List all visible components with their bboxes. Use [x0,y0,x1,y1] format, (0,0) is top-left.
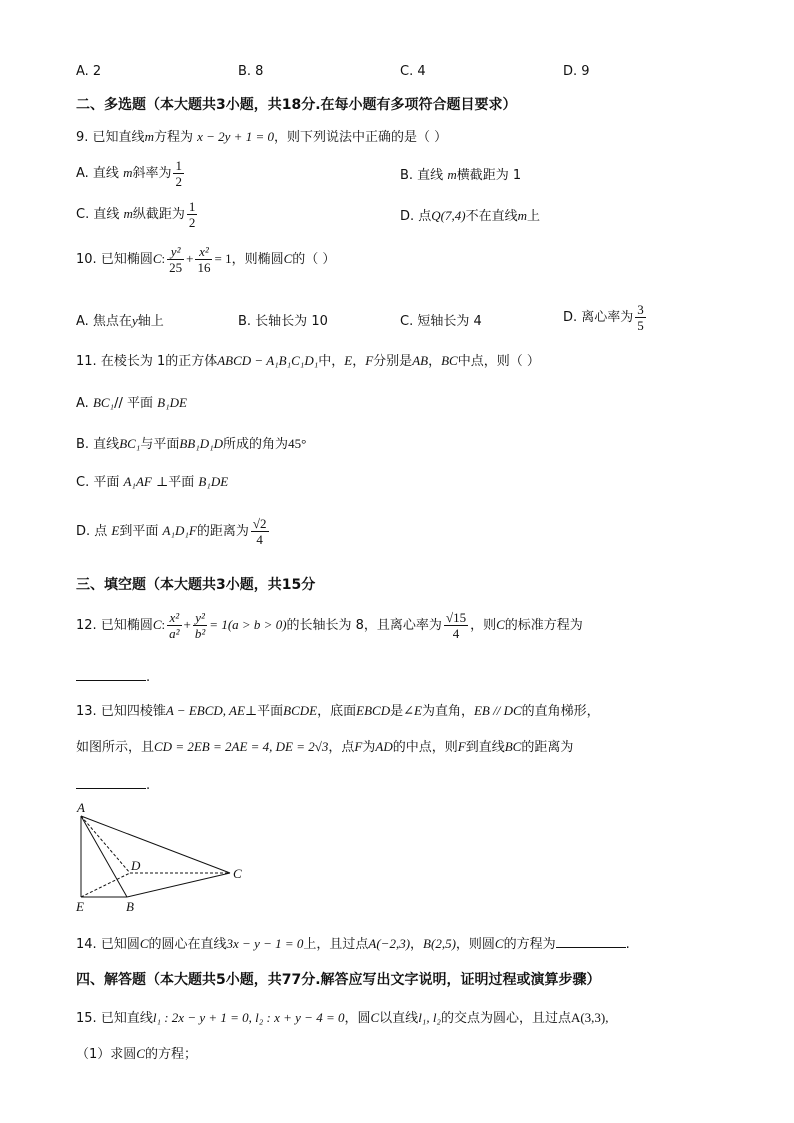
q13-text6: 的直角梯形， [521,704,600,719]
edge-ac [81,816,230,873]
q13-number: 13. [76,704,97,719]
q9-var: m [144,129,154,144]
label-c: C [233,866,242,881]
q15-text2: ，圆 [344,1011,371,1026]
q12-d1: a² [169,626,180,641]
q11-b-angle: 45° [288,436,307,451]
q11-d-num: √2 [252,516,267,531]
q15-text4: 的交点为圆心，且过点 [440,1011,571,1026]
q14-curve2: C [494,936,504,951]
q12-answer-blank[interactable]: . [76,666,150,685]
q9-a-num: 1 [175,158,182,173]
q8-option-a: A. 2 [76,64,102,79]
q8-option-b: B. 8 [238,64,264,79]
q11-text4: 中点，则（ ） [457,354,540,369]
q12-d2: b² [194,626,206,641]
q9-option-b [400,164,521,183]
q12-n2: y² [193,610,207,626]
q11-d-plane: A₁D₁F [162,523,197,538]
q12-e-num: √15 [445,610,467,625]
q9-c-num: 1 [188,199,196,214]
q13-text3: ，底面 [317,704,357,719]
q15-lines: l₁ : 2x − y + 1 = 0, l₂ : x + y − 4 = 0 [152,1010,345,1025]
q10-d1: 25 [169,260,183,275]
q15-l12: l₁, l₂ [418,1010,441,1025]
q11-d-fraction [251,516,269,547]
q11-number: 11. [76,354,97,369]
q13-answer-blank[interactable]: . [76,774,150,793]
q12-frac1 [167,610,181,641]
q9-a-fraction [173,158,184,189]
q13-l2-ad: AD [375,739,393,754]
q13-angle: ∠E [403,703,422,718]
q9-b-text: B. 直线 [400,168,444,183]
edge-ab [81,816,127,897]
q10-option-c: C. 短轴长为 4 [400,314,482,329]
q9-c-text2: 纵截距为 [132,207,185,222]
q10-a-text: A. 焦点在 [76,314,132,329]
q12-e-den: 4 [452,626,460,641]
q10-number: 10. [76,252,97,267]
q9-stem [76,126,447,145]
q13-expr: A − EBCD, AE [165,703,245,718]
q11-a-label: A. [76,396,89,411]
q9-d-var: m [517,208,527,223]
q12-text3: ，则 [470,618,497,633]
q14-point-b: B(2,5) [423,936,456,951]
q15-point: A(3,3), [570,1010,609,1025]
q11-d-text2: 到平面 [119,524,159,539]
q13-text: 已知四棱锥 [100,704,166,719]
q9-text3: ，则下列说法中正确的是（ ） [273,130,448,145]
q14-text3: 上，且过点 [303,937,369,952]
q9-a-var: m [123,165,133,180]
q9-d-text: D. 点 [400,209,432,224]
q10-a-text2: 轴上 [137,314,164,329]
q9-a-den: 2 [175,174,182,189]
q11-option-d [76,516,271,547]
q13-l2-text2: ，点 [328,740,355,755]
q9-c-text: C. 直线 [76,207,120,222]
q11-stem [76,350,540,369]
q10-d-fraction [635,302,646,333]
q11-ab: AB [412,353,429,368]
q14-text2: 的圆心在直线 [148,937,227,952]
q11-d-text3: 的距离为 [196,524,249,539]
q11-b-text3: 所成的角为 [223,437,289,452]
q9-c-den: 2 [188,215,196,230]
q14-point-a: A(−2,3) [368,936,411,951]
q10-n2: x² [195,244,212,260]
section-4-heading: 四、解答题（本大题共5小题，共77分.解答应写出文字说明，证明过程或演算步骤） [76,972,601,988]
q13-stem-line2 [76,736,573,755]
q11-text2: 中， [318,354,345,369]
q10-colon: : [161,251,166,266]
q12-curve: C [152,617,162,632]
edge-ad [81,816,130,873]
q13-text4: 是 [390,704,404,719]
q13-base: EBCD [356,703,391,718]
q11-f: F [365,353,374,368]
q14-line: 3x − y − 1 = 0 [226,936,304,951]
q13-stem-line1 [76,700,600,719]
q15-sub1-text2: 的方程； [144,1047,197,1062]
q9-text: 已知直线 [92,130,145,145]
q15-sub1-c: C [136,1046,145,1061]
q11-d-point: E [111,523,120,538]
q11-b-text2: 与平面 [140,437,180,452]
q10-curve: C [152,251,162,266]
q10-option-a [76,310,164,329]
q11-text: 在棱长为 1的正方体 [100,354,218,369]
label-d: D [131,858,141,873]
q11-c-plane2: B₁DE [198,474,229,489]
q13-plane: BCDE [283,703,318,718]
q12-stem: 12. 已知椭圆C: $\frac{\text{x²}}{\text{a²}}$ + $\frac{\text{y²}}{\text{b²}}$ = 1(a > b > 0)的长轴长为 8，且离心率为 $\frac{√15}{4}$ ，则C的标准方程为 [76,610,583,641]
q8-option-c: C. 4 [400,64,426,79]
q11-d-den: 4 [256,532,263,547]
q11-a-text: // 平面 [114,396,153,411]
q12-curve2: C [496,617,505,632]
q9-option-d [400,205,540,224]
q12-text2: 的长轴长为 8，且离心率为 [286,618,442,633]
q10-frac2 [195,244,212,275]
q11-option-a [76,392,187,411]
q9-a-text2: 斜率为 [132,166,172,181]
q14-curve: C [139,936,149,951]
q10-text: 已知椭圆 [100,252,153,267]
q10-text3: 的（ ） [292,252,336,267]
q14-comma: ， [410,937,424,952]
q10-d-text: D. 离心率为 [563,310,634,325]
q12-number: 12. [76,618,97,633]
q10-curve2: C [283,251,293,266]
q14-stem: 14. 已知圆C的圆心在直线3x − y − 1 = 0上，且过点A(−2,3)，B(2,5)，则圆C的方程为 . [76,933,630,952]
q11-d-text: D. 点 [76,524,108,539]
q10-d2: 16 [197,260,211,275]
q11-c-perp: ⊥ [155,474,169,489]
q10-d-den: 5 [637,318,644,333]
q12-condition: = 1(a > b > 0) [209,617,287,632]
q15-sub1-text: （1）求圆 [76,1047,137,1062]
q11-text3: 分别是 [373,354,413,369]
q15-sub1 [76,1043,197,1062]
q9-d-text3: 上 [526,209,540,224]
q9-d-text2: 不在直线 [465,209,518,224]
q13-text2: 平面 [257,704,284,719]
q10-eq1: = 1 [214,251,232,266]
q11-bc: BC [441,353,458,368]
q12-n1: x² [167,610,181,626]
q9-c-fraction [187,199,198,230]
q11-cube: ABCD − A₁B₁C₁D₁ [217,353,319,368]
q11-b-line: BC₁ [119,436,141,451]
q12-e-fraction [444,610,468,641]
q8-option-d: D. 9 [563,64,590,79]
label-b: B [126,899,134,914]
q10-stem [76,244,335,275]
q10-option-b: B. 长轴长为 10 [238,314,328,329]
q14-text: 已知圆 [100,937,140,952]
q12-text: 已知椭圆 [100,618,153,633]
q11-e: E [344,353,353,368]
edge-ed [81,873,130,897]
q9-option-a [76,158,186,189]
q10-plus: + [186,251,194,266]
q11-a-plane: B₁DE [157,395,187,410]
q13-l2-f2: F [457,739,466,754]
q9-b-text2: 横截距为 1 [456,168,522,183]
q11-option-c [76,471,228,490]
q13-text5: 为直角， [421,704,474,719]
section-2-heading: 二、多选题（本大题共3小题，共18分.在每小题有多项符合题目要求） [76,97,517,113]
q15-text: 已知直线 [100,1011,153,1026]
q12-frac2 [193,610,207,641]
q9-equation: x − 2y + 1 = 0 [197,129,274,144]
q11-comma: ， [352,354,366,369]
q9-c-var: m [123,206,133,221]
q13-l2-text: 如图所示，且 [76,740,155,755]
q13-l2-bc: BC [504,739,522,754]
q9-d-point: Q(7,4) [431,208,466,223]
q9-option-c [76,199,199,230]
q11-c-text: C. 平面 [76,475,120,490]
q13-l2-eq: CD = 2EB = 2AE = 4, DE = 2√3 [154,739,329,754]
q13-perp: ⊥ [244,703,258,718]
edge-bc [127,873,230,897]
q11-c-text2: 平面 [168,475,195,490]
q14-answer-blank[interactable] [556,933,626,948]
q13-l2-text6: 的距离为 [521,740,574,755]
q9-text2: 方程为 [153,130,193,145]
label-e: E [76,899,84,914]
q10-frac1 [167,244,184,275]
section-3-heading: 三、填空题（本大题共3小题，共15分 [76,577,316,593]
q11-option-b [76,433,306,452]
q15-number: 15. [76,1011,97,1026]
q14-text5: 的方程为 [503,937,556,952]
q13-l2-text5: 到直线 [465,740,505,755]
q11-comma2: ， [428,354,442,369]
q12-text4: 的标准方程为 [504,618,583,633]
label-a: A [77,800,85,815]
q15-stem [76,1007,609,1026]
q10-n1: y² [167,244,184,260]
q10-d-num: 3 [637,302,644,317]
q10-option-d [563,302,648,333]
q13-l2-text4: 的中点，则 [392,740,458,755]
q14-text4: ，则圆 [455,937,495,952]
q9-a-text: A. 直线 [76,166,119,181]
q9-b-var: m [447,167,457,182]
q11-a-line: BC₁ [92,395,115,410]
q15-text3: 以直线 [379,1011,419,1026]
q13-l2-f: F [354,739,363,754]
q10-text2: ，则椭圆 [231,252,284,267]
q10-a-var: y [131,313,138,328]
q11-c-plane1: A₁AF [123,474,152,489]
q11-b-text: B. 直线 [76,437,120,452]
pyramid-figure [70,800,250,915]
q14-number: 14. [76,937,97,952]
q9-number: 9. [76,130,89,145]
q11-b-plane: BB₁D₁D [179,436,224,451]
q13-parallel: EB // DC [473,703,522,718]
q13-l2-text3: 为 [362,740,376,755]
q15-circle: C [370,1010,380,1025]
